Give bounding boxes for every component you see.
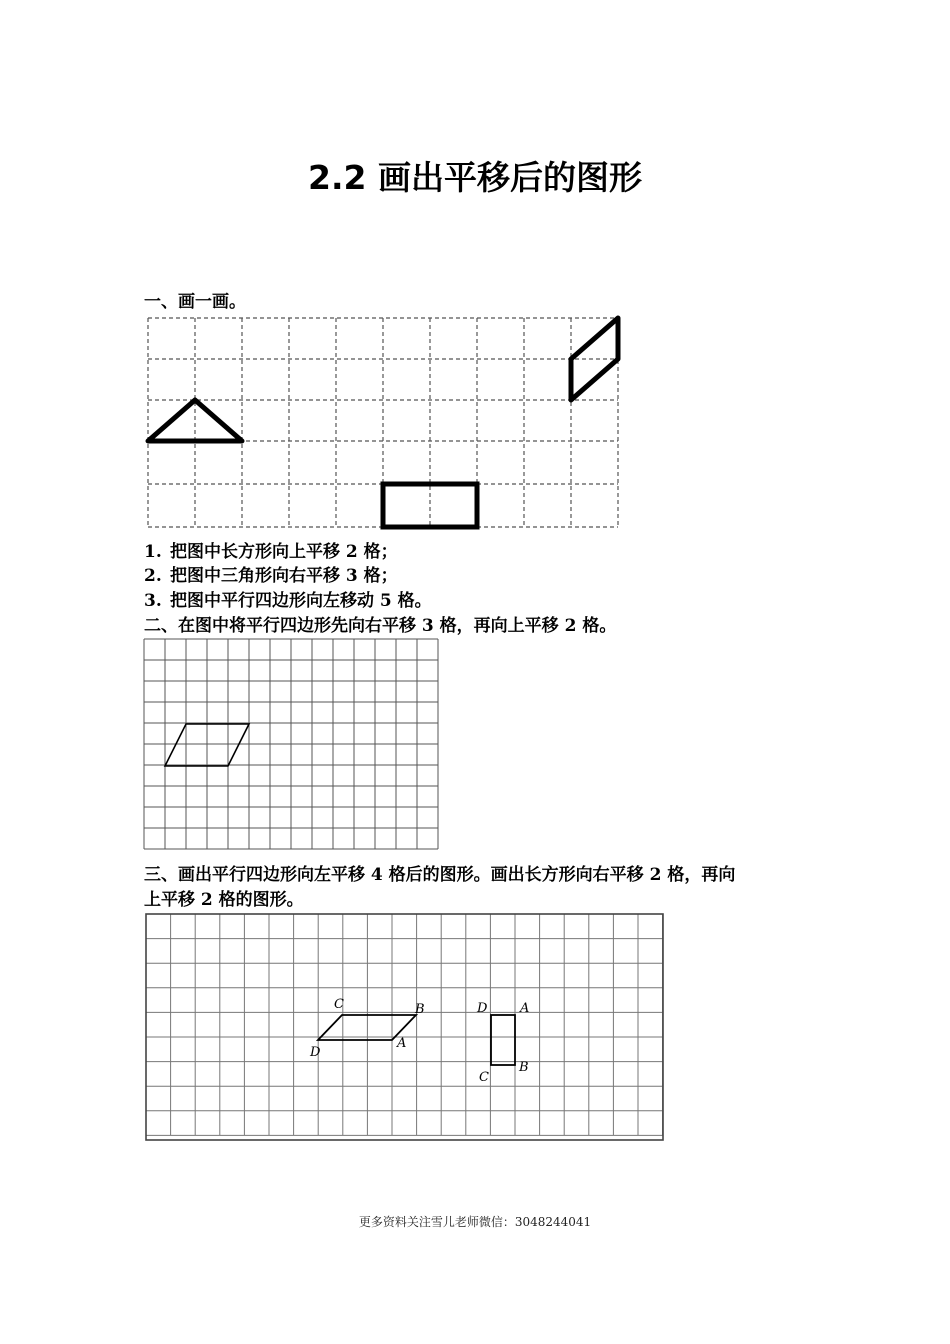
pg-label-d: D [310,1045,321,1060]
page-title: 2.2 画出平移后的图形 [308,158,642,197]
task-3: 3. 把图中平行四边形向左移动 5 格。 [144,591,432,611]
footer-note: 更多资料关注雪儿老师微信：3048244041 [358,1215,592,1229]
task-2: 2. 把图中三角形向右平移 3 格； [144,566,398,586]
section1-heading: 一、画一画。 [144,292,246,312]
rect-label-c: C [479,1070,489,1085]
pg-label-c: C [334,997,344,1012]
rect-label-a: A [520,1001,530,1016]
task-1: 1. 把图中长方形向上平移 2 格； [144,542,398,562]
rect-label-d: D [477,1001,488,1016]
rectangle-3 [491,1015,515,1065]
pg-label-b: B [415,1002,425,1017]
pg-label-a: A [397,1036,407,1051]
rect-label-b: B [519,1060,529,1075]
section2-heading: 二、在图中将平行四边形先向右平移 3 格，再向上平移 2 格。 [144,616,617,636]
section3-heading-line1: 三、画出平行四边形向左平移 4 格后的图形。画出长方形向右平移 2 格，再向 [144,865,736,885]
section3-heading-line2: 上平移 2 格的图形。 [144,890,304,910]
